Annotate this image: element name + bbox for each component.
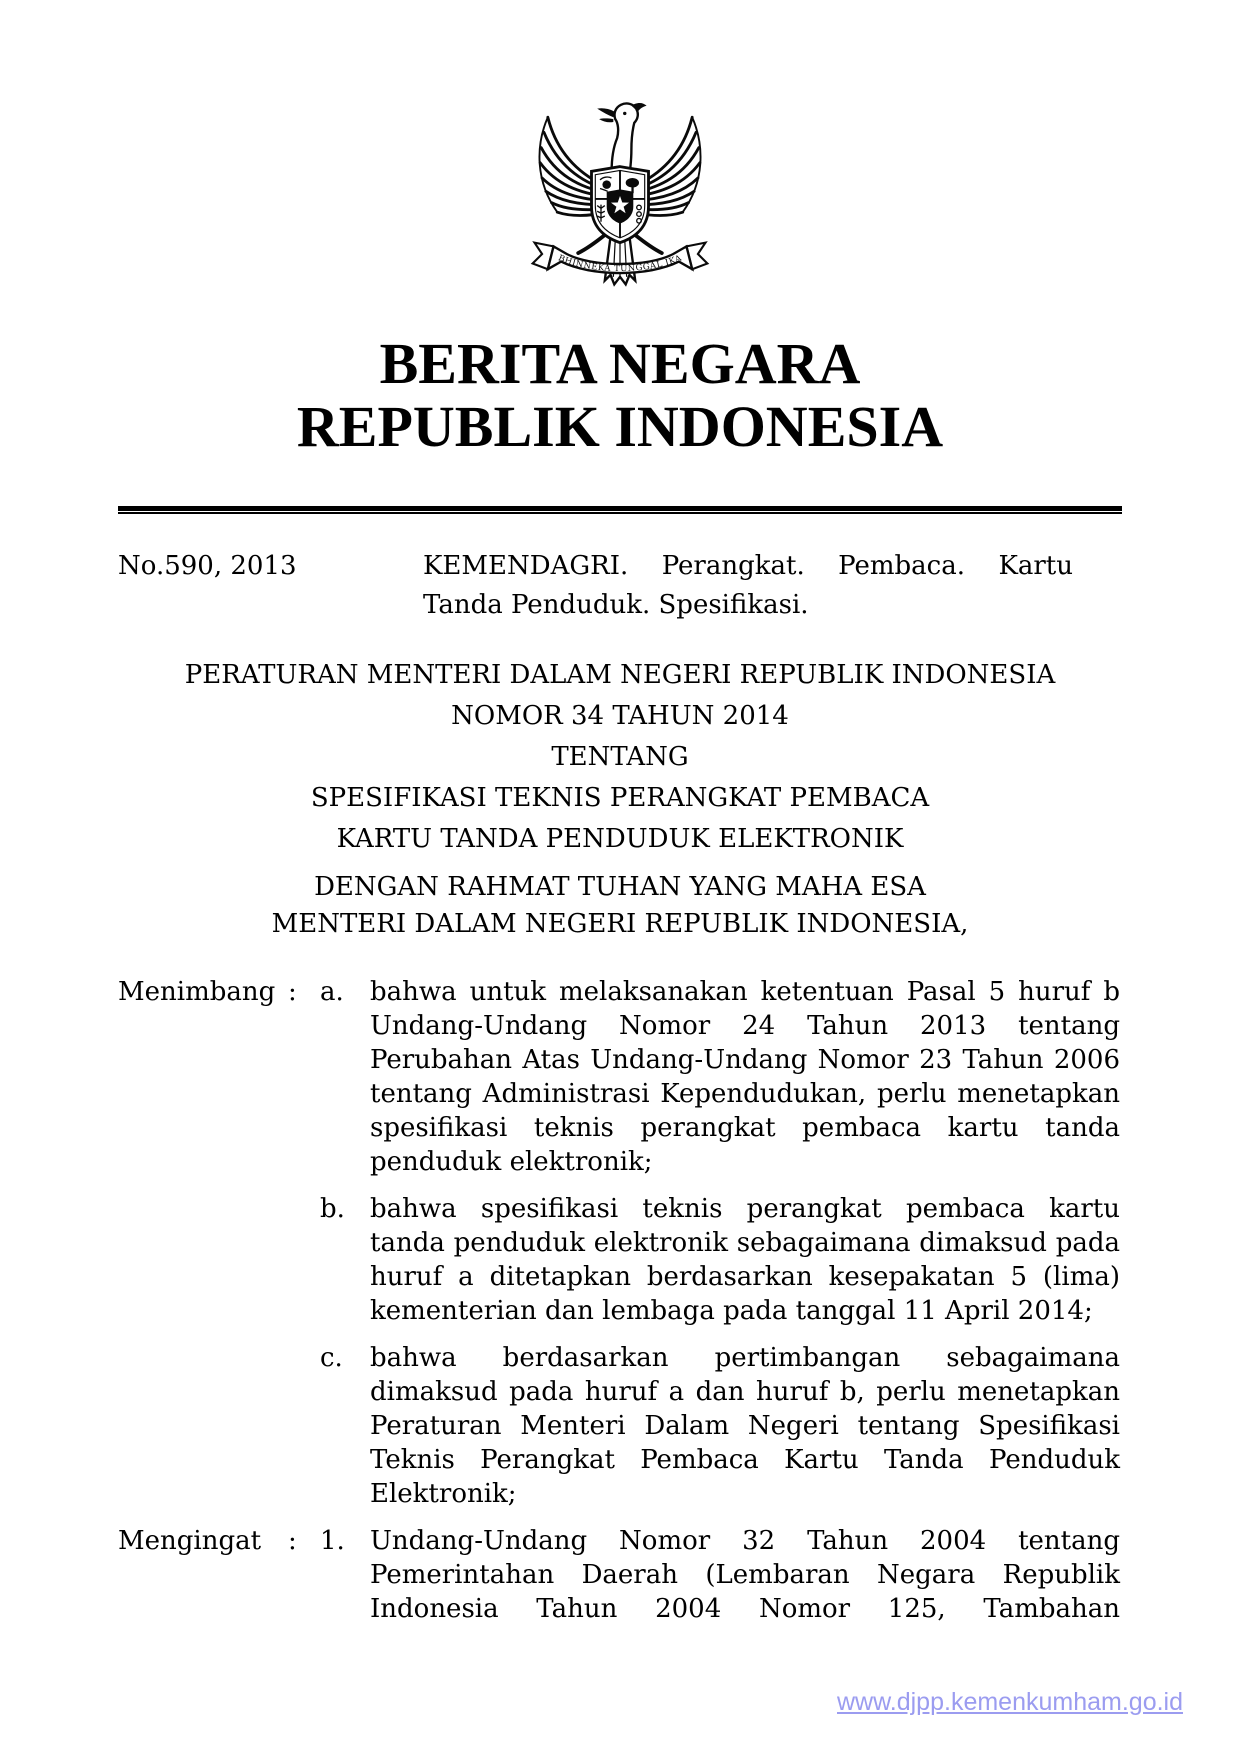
invocation-line1: DENGAN RAHMAT TUHAN YANG MAHA ESA: [314, 872, 926, 902]
regulation-subject-line2: KARTU TANDA PENDUDUK ELEKTRONIK: [336, 824, 904, 854]
item-text: Undang-Undang Nomor 32 Tahun 2004 tentang Pemerintahan Daerah (Lembaran Negara Republik Indonesia Tahun 2004 Nomor 125, Tambahan: [370, 1526, 1120, 1624]
consideration-item-a: [118, 975, 1122, 1179]
masthead: [118, 332, 1122, 458]
regulation-tentang-line: TENTANG: [551, 742, 689, 772]
garuda-icon: [525, 92, 715, 302]
considerations-separator: :: [288, 977, 297, 1007]
footer-website-link[interactable]: www.djpp.kemenkumham.go.id: [837, 1688, 1183, 1716]
item-marker: a.: [320, 977, 344, 1007]
regulation-number-line: NOMOR 34 TAHUN 2014: [451, 701, 789, 731]
regulation-subject-line1: SPESIFIKASI TEKNIS PERANGKAT PEMBACA: [310, 783, 930, 813]
consideration-item-c: [118, 1341, 1122, 1511]
item-marker: c.: [320, 1343, 343, 1373]
gazette-subject: KEMENDAGRI. Perangkat. Pembaca. Kartu Tanda Penduduk. Spesifikasi.: [423, 551, 1073, 620]
invocation: [118, 869, 1122, 943]
legal-basis-separator: :: [288, 1526, 297, 1556]
regulation-title: [118, 655, 1122, 860]
consideration-item-b: [118, 1192, 1122, 1328]
gazette-number: No.590, 2013: [118, 551, 297, 581]
emblem-motto-text: BHINNEKA TUNGGAL IKA: [556, 253, 684, 275]
garuda-pancasila-emblem: [525, 92, 715, 302]
considerations-section: [118, 975, 1122, 1626]
masthead-divider: [118, 506, 1122, 514]
item-marker: b.: [320, 1194, 345, 1224]
regulation-title-line: PERATURAN MENTERI DALAM NEGERI REPUBLIK INDONESIA: [184, 660, 1056, 690]
invocation-line2: MENTERI DALAM NEGERI REPUBLIK INDONESIA,: [271, 909, 969, 939]
masthead-title-line1: BERITA NEGARA: [379, 331, 861, 396]
item-marker: 1.: [320, 1526, 345, 1556]
legal-basis-label: Mengingat: [118, 1526, 262, 1556]
gazette-header: [118, 547, 1122, 625]
item-text: bahwa berdasarkan pertimbangan sebagaimana dimaksud pada huruf a dan huruf b, perlu menetapkan Peraturan Menteri Dalam Negeri tentang Spesifikasi Teknis Perangkat Pembaca Kartu Tanda Penduduk Elektronik;: [370, 1343, 1120, 1509]
item-text: bahwa untuk melaksanakan ketentuan Pasal 5 huruf b Undang-Undang Nomor 24 Tahun 2013 tentang Perubahan Atas Undang-Undang Nomor 23 Tahun 2006 tentang Administrasi Kependudukan, perlu menetapkan spesifikasi teknis perangkat pembaca kartu tanda penduduk elektronik;: [370, 977, 1120, 1177]
legal-basis-item-1: [118, 1524, 1122, 1626]
considerations-label: Menimbang: [118, 977, 276, 1007]
masthead-title-line2: REPUBLIK INDONESIA: [296, 394, 944, 459]
item-text: bahwa spesifikasi teknis perangkat pembaca kartu tanda penduduk elektronik sebagaimana dimaksud pada huruf a ditetapkan berdasarkan kesepakatan 5 (lima) kementerian dan lembaga pada tanggal 11 April 2014;: [370, 1194, 1120, 1326]
